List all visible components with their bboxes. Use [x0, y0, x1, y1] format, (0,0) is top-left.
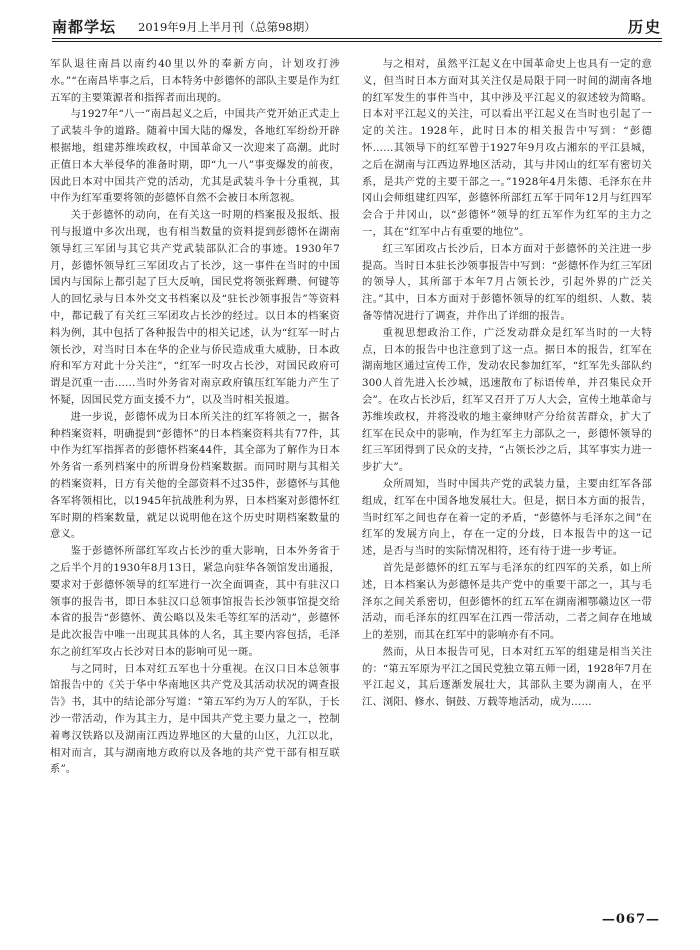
header-rule-thick: [52, 38, 662, 39]
body-paragraph: 然而，从日本报告可见，日本对红五军的组建是相当关注的：“第五军原为平江之国民党独立第五师一团，1928年7月在平江起义，其后逐渐发展壮大，其部队主要为湖南人，在平江、浏阳、修水、铜鼓、万载等地活动，成为……: [362, 645, 652, 709]
body-paragraph: 军队退往南昌以南约40里以外的奉新方向，计划攻打涉水。”“在南昌毕事之后，日本特务中彭德怀的部队主要是作为红五军的主要策源者和指挥者而出现的。: [50, 58, 340, 104]
header-rule-thin: [52, 41, 662, 42]
section-label: 历史: [627, 18, 662, 36]
left-column: [50, 56, 340, 892]
body-paragraph: 鉴于彭德怀所部红军攻占长沙的重大影响，日本外务省于之后半个月的1930年8月13日，紧急向驻华各领馆发出通报，要求对于彭德怀领导的红军进行一次全面调查，其中有驻汉口领事的报告书，即日本驻汉口总领事馆报告长沙领事馆提交给本省的报告“彭德怀、黄公略以及朱毛等红军的活动”，彭德怀是此次报告中唯一出现其具体的人名，其主要内容包括，毛泽东之前红军攻占长沙对日本的影响可见一斑。: [50, 545, 340, 658]
journal-name: 南都学坛: [52, 18, 117, 36]
body-paragraph: 进一步说，彭德怀成为日本所关注的红军将领之一，据各种档案资料，明确提到“彭德怀”的日本档案资料共有77件，其中作为红军指挥者的彭德怀档案44件，其全部为了解作为日本外务省一系列档案中的所谓身份档案数据。而同时期与其相关的档案资料，日方有关他的全部资料不过35件，彭德怀与其他各军将领相比，以1945年抗战胜利为界，日本档案对彭德怀红军时期的档案数量，就足以说明他在这个历史时期档案数量的意义。: [50, 410, 340, 541]
body-paragraph: 与之同时，日本对红五军也十分重视。在汉口日本总领事馆报告中的《关于华中华南地区共产党及其活动状况的调查报告》书，其中的结论部分写道：“第五军约为万人的军队，于长沙一带活动，作为其主力，是中国共产党主要力量之一，控制着粤汉铁路以及湖南江西边界地区的大量的山区，九江以北，相对而言，其与湖南地方政府以及各地的共产党干部有相互联系”。: [50, 662, 340, 776]
body-paragraph: 重视思想政治工作，广泛发动群众是红军当时的一大特点，日本的报告中也注意到了这一点。据日本的报告，红军在湖南地区通过宣传工作，发动农民参加红军，“红军先头部队约300人首先进入长沙城，迅速散布了标语传单，并召集民众开会”。在攻占长沙后，红军又召开了万人大会，宣传土地革命与苏维埃政权，并将没收的地主豪绅财产分给贫苦群众，扩大了红军在民众中的影响，作为红军主力部队之一，彭德怀领导的红三军团得到了民众的支持，“占领长沙之后，其军事实力进一步扩大”。: [362, 326, 652, 474]
body-paragraph: 与之相对，虽然平江起义在中国革命史上也具有一定的意义，但当时日本方面对其关注仅是局限于同一时间的湖南各地的红军发生的事件当中，其中涉及平江起义的叙述较为简略。日本对平江起义的关注，可以看出平江起义在当时也引起了一定的关注。1928年，此时日本的相关报告中写到：“彭德怀……其领导下的红军曾于1927年9月攻占湘东的平江县城，之后在湖南与江西边界地区活动，其与井冈山的红军有密切关系，是共产党的主要干部之一。”1928年4月朱德、毛泽东在井冈山会师组建红四军，彭德怀所部红五军于同年12月与红四军会合于井冈山，以“彭德怀”领导的红五军作为红军的主力之一，其在“红军中占有重要的地位”。: [362, 58, 652, 238]
body-paragraph: 众所周知，当时中国共产党的武装力量，主要由红军各部组成，红军在中国各地发展壮大。但是，据日本方面的报告，当时红军之间也存在着一定的矛盾，“彭德怀与毛泽东之间”在红军的发展方向上，存在一定的分歧，日本报告中的这一记述，是否与当时的实际情况相符，还有待于进一步考证。: [362, 477, 652, 558]
page-number: —067—: [601, 912, 660, 927]
right-column: [362, 56, 652, 892]
issue-info: 2019年9月上半月刊（总第98期）: [138, 20, 316, 34]
page-header: [52, 10, 662, 40]
body-paragraph: 与1927年“八一”南昌起义之后，中国共产党开始正式走上了武装斗争的道路。随着中国大陆的爆发，各地红军纷纷开辟根据地，组建苏维埃政权，中国革命又一次迎来了高潮。此时正值日本大举侵华的准备时期，即“九一八”事变爆发的前夜，因此日本对中国共产党的活动，尤其是武装斗争十分重视，其中作为红军重要将领的彭德怀自然不会被日本所忽视。: [50, 108, 340, 205]
body-paragraph: 红三军团攻占长沙后，日本方面对于彭德怀的关注进一步提高。当时日本驻长沙领事报告中写到：“彭德怀作为红三军团的领导人，其所部于本年7月占领长沙，引起外界的广泛关注。”其中，日本方面对于彭德怀领导的红军的组织、人数、装备等情况进行了调查，并作出了详细的报告。: [362, 242, 652, 322]
body-paragraph: 首先是彭德怀的红五军与毛泽东的红四军的关系，如上所述，日本档案认为彭德怀是共产党中的重要干部之一，其与毛泽东之间关系密切，但彭德怀的红五军在湖南湘鄂赣边区一带活动，而毛泽东的红四军在江西一带活动，二者之间存在地域上的差别，而其在红军中的影响亦有不同。: [362, 561, 652, 642]
body-paragraph: 关于彭德怀的动向，在有关这一时期的档案报及报纸、报刊与报道中多次出现，也有相当数量的资料提到彭德怀在湖南领导红三军团与其它共产党武装部队汇合的事迹。1930年7月，彭德怀领导红三军团攻占了长沙，这一事件在当时的中国国内与国际上都引起了巨大反响，国民党将领张辉瓒、何键等人的回忆录与日本外交文书档案以及“驻长沙领事报告”等资料中，都记载了有关红三军团攻占长沙的经过。以日本的档案资料为例，其中包括了各种报告中的相关记述，认为“红军一时占领长沙，对当时日本在华的企业与侨民造成重大威胁，日本政府和军方对此十分关注”，“红军一时攻占长沙，对国民政府可谓是沉重一击……当时外务省对南京政府镇压红军能力产生了怀疑，因国民党方面支援不力”，以及当时相关报道。: [50, 209, 340, 406]
